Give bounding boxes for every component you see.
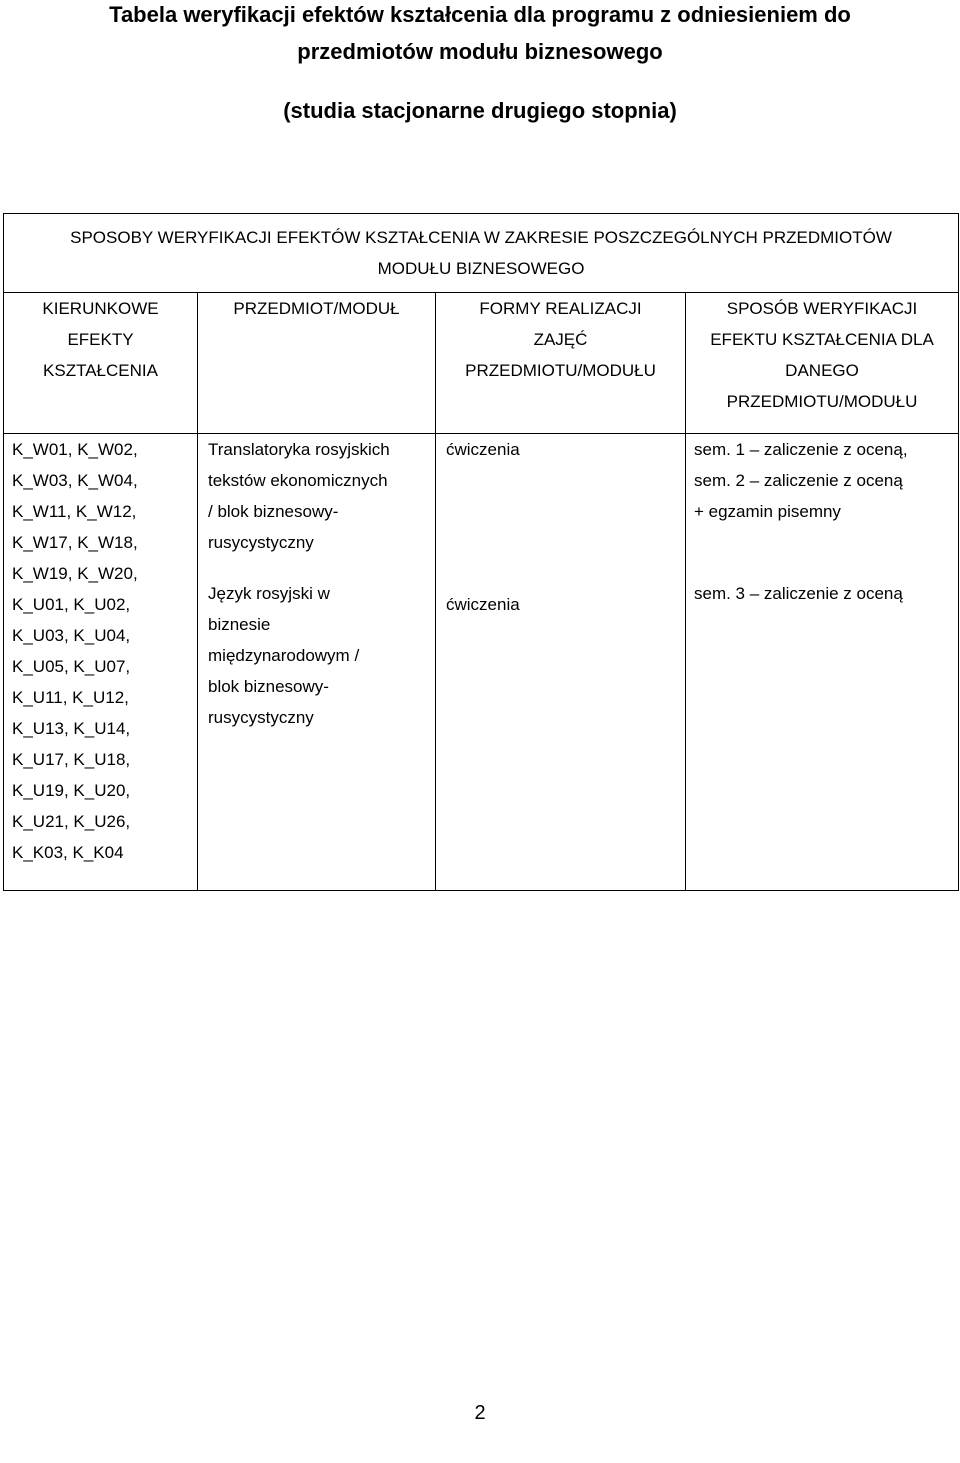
verification-line: + egzamin pisemny — [694, 502, 841, 521]
page-number: 2 — [474, 1402, 486, 1424]
efekty-line: K_U03, K_U04, — [12, 626, 131, 645]
subject-name-line: tekstów ekonomicznych — [208, 471, 388, 490]
efekty-line: K_K03, K_K04 — [12, 843, 124, 862]
column-header-line: PRZEDMIOTU/MODUŁU — [465, 361, 656, 380]
spacer — [208, 558, 425, 578]
column-header-line: DANEGO — [785, 361, 859, 380]
efekty-line: K_W11, K_W12, — [12, 502, 137, 521]
subject-name-line: blok biznesowy- — [208, 677, 329, 696]
subject-form-1: ćwiczenia — [446, 440, 520, 459]
sposob-cell — [686, 434, 959, 891]
column-header-line: FORMY REALIZACJI — [479, 299, 642, 318]
subject-name-line: Język rosyjski w — [208, 584, 330, 603]
column-header-przedmiot — [198, 293, 436, 434]
efekty-line: K_U11, K_U12, — [12, 688, 129, 707]
column-header-line: EFEKTU KSZTAŁCENIA DLA — [710, 330, 934, 349]
column-header-line: EFEKTY — [67, 330, 134, 349]
subject-form-2: ćwiczenia — [446, 595, 520, 614]
column-header-formy — [436, 293, 686, 434]
verification-line: sem. 3 – zaliczenie z oceną — [694, 584, 903, 603]
document-title-line-1: Tabela weryfikacji efektów kształcenia dla programu z odniesieniem do — [109, 2, 851, 27]
subject-name-2 — [208, 578, 425, 733]
column-header-efekty — [4, 293, 198, 434]
efekty-line: K_U21, K_U26, — [12, 812, 131, 831]
subject-name-line: rusycystyczny — [208, 533, 314, 552]
efekty-line: K_W03, K_W04, — [12, 471, 138, 490]
section-header-line-2: MODUŁU BIZNESOWEGO — [377, 259, 585, 278]
subject-name-1 — [208, 434, 425, 558]
table-column-header-row — [4, 293, 959, 434]
document-subtitle: (studia stacjonarne drugiego stopnia) — [283, 98, 677, 123]
document-title-line-2: przedmiotów modułu biznesowego — [297, 39, 663, 64]
subject-name-line: rusycystyczny — [208, 708, 314, 727]
subject-name-line: biznesie — [208, 615, 271, 634]
verification-line: sem. 2 – zaliczenie z oceną — [694, 471, 903, 490]
table-row — [4, 434, 959, 891]
subject-name-line: Translatoryka rosyjskich — [208, 440, 390, 459]
efekty-cell — [4, 434, 198, 891]
subject-name-line: / blok biznesowy- — [208, 502, 339, 521]
table-section-header — [4, 214, 959, 293]
verification-table — [3, 213, 959, 891]
column-header-line: KSZTAŁCENIA — [43, 361, 158, 380]
efekty-line: K_U01, K_U02, — [12, 595, 131, 614]
subject-name-line: międzynarodowym / — [208, 646, 360, 665]
column-header-line: PRZEDMIOT/MODUŁ — [233, 299, 400, 318]
column-header-line: SPOSÓB WERYFIKACJI — [726, 299, 918, 318]
efekty-line: K_U05, K_U07, — [12, 657, 131, 676]
przedmiot-cell — [198, 434, 436, 891]
column-header-line: PRZEDMIOTU/MODUŁU — [726, 392, 918, 411]
table-section-header-row — [4, 214, 959, 293]
spacer — [446, 465, 675, 589]
column-header-line: ZAJĘĆ — [533, 330, 588, 349]
formy-cell — [436, 434, 686, 891]
section-header-line-1: SPOSOBY WERYFIKACJI EFEKTÓW KSZTAŁCENIA W ZAKRESIE POSZCZEGÓLNYCH PRZEDMIOTÓW — [70, 228, 892, 247]
efekty-line: K_W17, K_W18, — [12, 533, 138, 552]
efekty-line: K_U17, K_U18, — [12, 750, 131, 769]
column-header-line: KIERUNKOWE — [42, 299, 159, 318]
efekty-line: K_U13, K_U14, — [12, 719, 131, 738]
verification-line: sem. 1 – zaliczenie z oceną, — [694, 440, 908, 459]
efekty-line: K_U19, K_U20, — [12, 781, 131, 800]
efekty-line: K_W19, K_W20, — [12, 564, 138, 583]
spacer — [694, 527, 950, 578]
efekty-line: K_W01, K_W02, — [12, 440, 138, 459]
column-header-sposob — [686, 293, 959, 434]
